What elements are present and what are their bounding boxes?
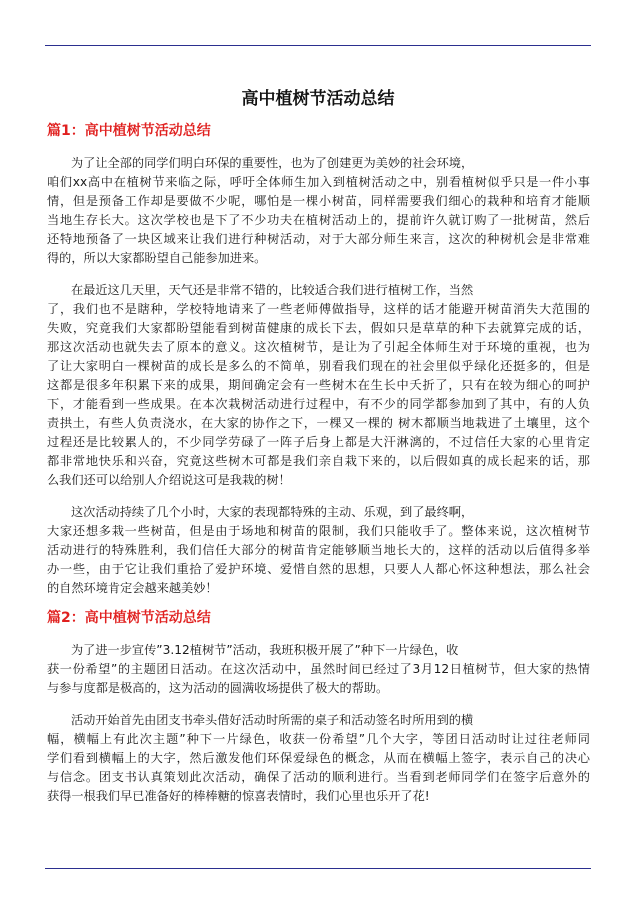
text-line: 得的，所以大家都盼望自己能参加进来。 <box>47 251 267 265</box>
text-line: 还特地预备了一块区域来让我们进行种树活动，对于大部分师生来言，这次的种树机会是非常难 <box>47 232 590 246</box>
text-line: 活动进行的特殊胜利，我们信任大部分的树苗肯定能够顺当地长大的，这样的活动以后值得多举 <box>47 543 590 557</box>
text-line: 这都是很多年积累下来的成果，期间确定会有一些树木在生长中夭折了，只有在较为细心的呵护 <box>47 378 590 392</box>
bottom-rule <box>45 868 591 869</box>
text-line: 过程还是比较累人的，不少同学劳碌了一阵子后身上都是大汗淋漓的，不过信任大家的心里肯定 <box>47 435 590 449</box>
text-line: 当地生存长大。这次学校也是下了不少功夫在植树活动上的，提前许久就订购了一批树苗，然后 <box>47 213 590 227</box>
paragraph <box>47 503 590 598</box>
section-heading: 篇2：高中植树节活动总结 <box>47 610 211 626</box>
text-line: 办一些，由于它让我们重拾了爱护环境、爱惜自然的思想，只要人人都心怀这种想法，那么社会 <box>47 562 590 576</box>
text-line: 与参与度都是极高的，这为活动的圆满收场提供了极大的帮助。 <box>47 681 389 695</box>
text-line: 获一份希望”的主题团日活动。在这次活动中，虽然时间已经过了3月12日植树节，但大家的热情 <box>47 662 590 676</box>
paragraph <box>47 154 590 268</box>
text-line: 咱们xx高中在植树节来临之际，呼吁全体师生加入到植树活动之中，别看植树似乎只是一件小事 <box>47 175 590 189</box>
document-title: 高中植树节活动总结 <box>241 89 395 109</box>
text-line: 都非常地快乐和兴奋，究竟这些树木可都是我们亲自栽下来的，以后假如真的成长起来的话，那 <box>47 454 590 468</box>
text-line: 了让大家明白一棵树苗的成长是多么的不简单，别看我们现在的社会里似乎绿化还挺多的，但是 <box>47 359 590 373</box>
section-heading: 篇1：高中植树节活动总结 <box>47 123 211 139</box>
text-line: 大家还想多栽一些树苗，但是由于场地和树苗的限制，我们只能收手了。整体来说，这次植树节 <box>47 524 590 538</box>
paragraph <box>47 281 590 490</box>
paragraph <box>47 641 590 698</box>
text-line: 幅，横幅上有此次主题”种下一片绿色，收获一份希望”几个大字，等团日活动时让过往老师同 <box>47 732 590 746</box>
text-line: 与信念。团支书认真策划此次活动，确保了活动的顺利进行。当看到老师同学们在签字后意外的 <box>47 770 590 784</box>
text-line: 责拱土，有些人负责浇水，在大家的协作之下，一棵又一棵的 树木都顺当地栽进了土壤里，这个 <box>47 416 590 430</box>
text-line: 么我们还可以给别人介绍说这可是我栽的树！ <box>47 473 291 487</box>
text-line: 失败，究竟我们大家都盼望能看到树苗健康的成长下去，假如只是草草的种下去就算完成的话， <box>47 321 590 335</box>
text-line: 在最近这几天里，天气还是非常不错的，比较适合我们进行植树工作，当然 <box>71 283 474 297</box>
text-line: 情，但是预备工作却是要做不少呢，哪怕是一棵小树苗，同样需要我们细心的栽种和培育才能顺 <box>47 194 590 208</box>
text-line: 获得一根我们早已准备好的棒棒糖的惊喜表情时，我们心里也乐开了花! <box>47 789 430 803</box>
top-rule <box>45 45 591 46</box>
text-line: 的自然环境肯定会越来越美妙！ <box>47 581 218 595</box>
text-line: 为了进一步宣传”3.12植树节”活动，我班积极开展了”种下一片绿色，收 <box>71 643 459 657</box>
text-line: 为了让全部的同学们明白环保的重要性，也为了创建更为美妙的社会环境， <box>71 156 474 170</box>
document-body <box>47 121 590 806</box>
text-line: 下，才能看到一些成果。在本次栽树活动进行过程中，有不少的同学都参加到了其中，有的人负 <box>47 397 590 411</box>
text-line: 学们看到横幅上的大字，然后激发他们环保爱绿色的概念，从而在横幅上签字，表示自己的决心 <box>47 751 590 765</box>
text-line: 这次活动持续了几个小时，大家的表现都特殊的主动、乐观，到了最终啊， <box>71 505 474 519</box>
section-2 <box>47 608 590 806</box>
paragraph <box>47 711 590 806</box>
text-line: 那这次活动也就失去了原本的意义。这次植树节，是让为了引起全体师生对于环境的重视，也为 <box>47 340 590 354</box>
text-line: 了，我们也不是瞎种，学校特地请来了一些老师傅做指导，这样的话才能避开树苗消失大范围的 <box>47 302 590 316</box>
section-1 <box>47 121 590 598</box>
text-line: 活动开始首先由团支书牵头借好活动时所需的桌子和活动签名时所用到的横 <box>71 713 474 727</box>
